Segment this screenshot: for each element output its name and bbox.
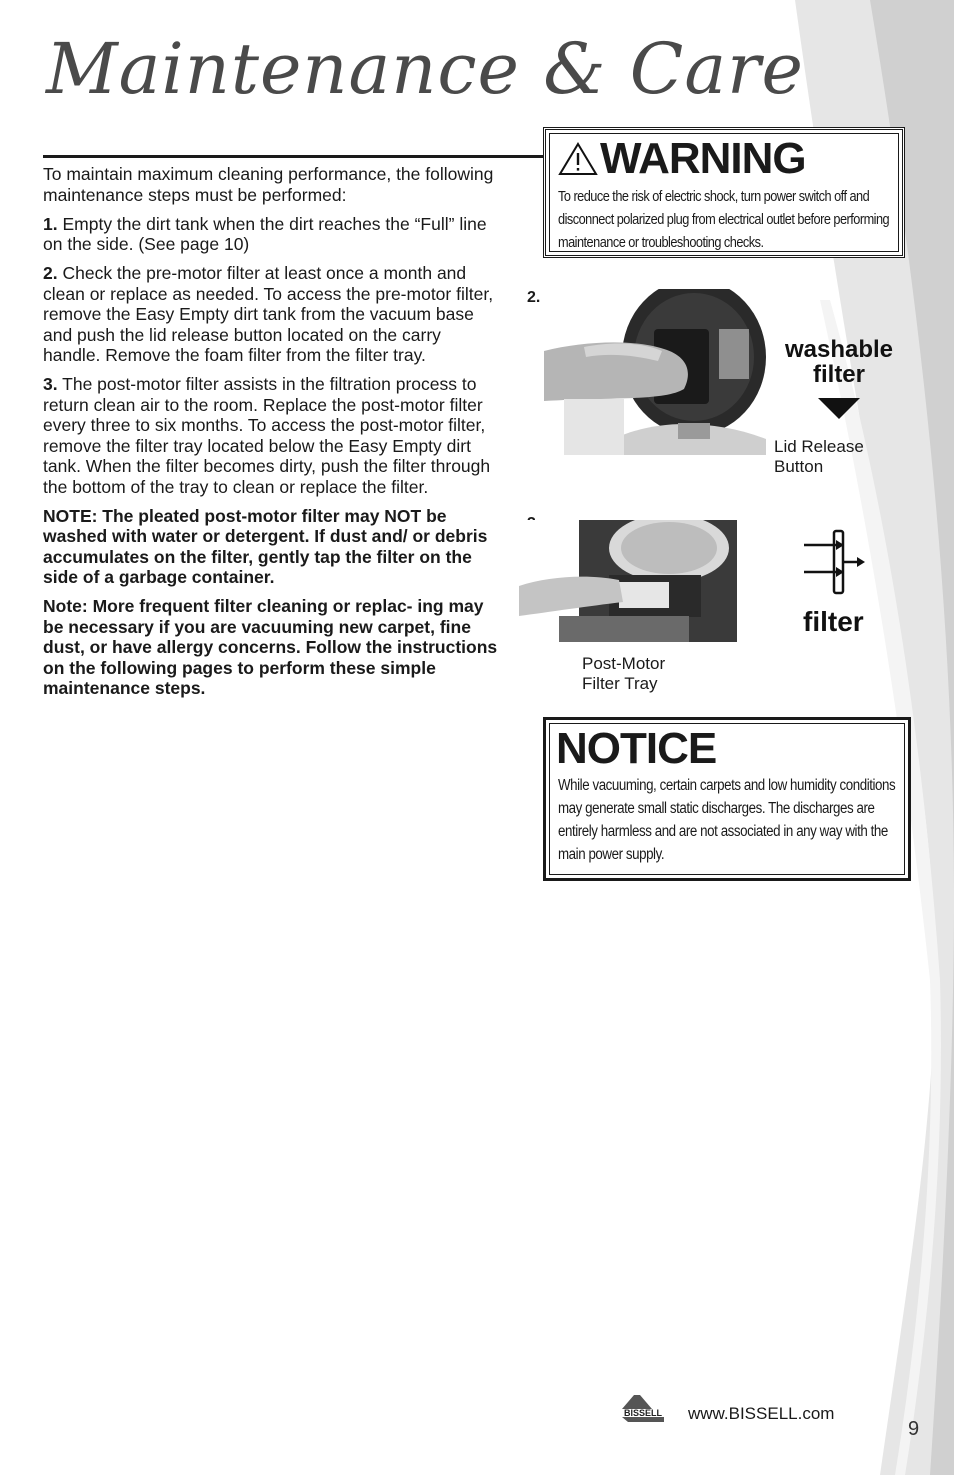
step-2-number: 2.	[43, 263, 58, 283]
bissell-logo	[622, 1395, 670, 1423]
title-divider	[43, 155, 543, 158]
notice-box	[543, 717, 911, 881]
step-1-number: 1.	[43, 213, 58, 234]
post-motor-filter-photo	[519, 520, 737, 642]
maintenance-instructions	[43, 164, 501, 707]
notice-title: NOTICE	[556, 724, 717, 773]
lid-release-line2: Button	[774, 457, 824, 476]
lid-release-line1: Lid Release	[774, 437, 864, 456]
page-title: Maintenance & Care	[46, 28, 804, 110]
warning-triangle-icon	[558, 141, 598, 177]
step-3	[43, 374, 501, 497]
post-motor-tray-callout	[582, 654, 665, 694]
page-number: 9	[908, 1418, 920, 1440]
step-1	[43, 214, 501, 255]
washable-label-line2: filter	[812, 361, 865, 388]
step-2-text: Check the pre-motor filter at least once a month and clean or replace as needed. To access the pre-motor filter, remove the Easy Empty dirt tank from the vacuum base and push the lid release button located on the carry handle. Remove the foam filter from the filter tray.	[43, 263, 494, 365]
down-triangle-icon	[818, 398, 860, 419]
notice-text: While vacuuming, certain carpets and low humidity conditions may generate small static discharges. The discharges are entirely harmless and are not associated in any way with the main power supply.	[558, 777, 896, 863]
note-frequent-cleaning: Note: More frequent filter cleaning or replac- ing may be necessary if you are vacuuming new carpet, fine dust, or have allergy concerns. Follow the instructions on the following pages to perform these simple maintenance steps.	[43, 596, 498, 698]
warning-header	[558, 134, 806, 184]
filter-label: filter	[803, 606, 864, 637]
warning-text: To reduce the risk of electric shock, turn power switch off and disconnect polarized plug from electrical outlet before performing maintenance or troubleshooting checks.	[558, 189, 890, 251]
filter-airflow-icon	[802, 528, 866, 598]
post-motor-line1: Post-Motor	[582, 654, 666, 673]
washable-label-line1: washable	[784, 336, 894, 363]
bissell-logo-text: BISSELL	[624, 1408, 663, 1418]
lid-release-callout	[774, 437, 864, 477]
post-motor-line2: Filter Tray	[582, 674, 658, 693]
intro-paragraph: To maintain maximum cleaning performance, the following maintenance steps must be performed:	[43, 164, 494, 205]
footer-url[interactable]: www.BISSELL.com	[688, 1404, 835, 1423]
step-1-text: Empty the dirt tank when the dirt reaches the “Full” line on the side. (See page 10)	[43, 213, 487, 254]
step-2	[43, 263, 501, 366]
pre-motor-filter-photo	[544, 289, 766, 455]
washable-filter-label	[776, 337, 902, 387]
note-pleated-filter: NOTE: The pleated post-motor filter may NOT be washed with water or detergent. If dust and/ or debris accumulates on the filter, gently tap the filter on the side of a garbage container.	[43, 505, 488, 587]
warning-title: WARNING	[600, 134, 806, 183]
step-3-text: The post-motor filter assists in the filtration process to return clean air to the room. Replace the post-motor filter every three to six months. To access the post-motor filter, remove the filter tray located below the Easy Empty dirt tank. When the filter becomes dirty, push the filter through the bottom of the tray to clean or replace the filter.	[43, 374, 491, 497]
step-3-number: 3.	[43, 374, 58, 394]
warning-box	[543, 127, 905, 258]
figure-2-label: 2.	[527, 289, 541, 306]
